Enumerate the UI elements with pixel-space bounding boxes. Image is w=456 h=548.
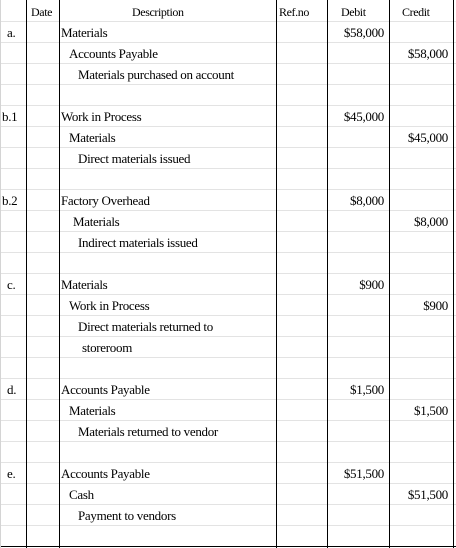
row-line (0, 315, 456, 316)
column-border (59, 0, 60, 548)
debit-account: Factory Overhead (61, 193, 150, 208)
debit-amount: $1,500 (350, 382, 384, 397)
entry-id: d. (7, 382, 17, 397)
row-line (0, 525, 456, 526)
header-description: Description (132, 5, 184, 19)
header-ref: Ref.no (279, 5, 309, 19)
row-line (0, 420, 456, 421)
column-border (276, 0, 277, 548)
entry-memo: Payment to vendors (78, 508, 176, 523)
row-line (0, 105, 456, 106)
row-line (0, 21, 456, 22)
entry-memo: Direct materials returned to (78, 319, 213, 334)
row-line (0, 63, 456, 64)
header-debit: Debit (341, 5, 366, 19)
row-line (0, 357, 456, 358)
row-line (0, 147, 456, 148)
row-line (0, 504, 456, 505)
credit-account: Accounts Payable (69, 46, 158, 61)
row-line (0, 42, 456, 43)
row-line (0, 378, 456, 379)
row-line (0, 231, 456, 232)
row-line (0, 273, 456, 274)
bottom-border (0, 546, 456, 547)
debit-amount: $45,000 (343, 109, 384, 124)
credit-account: Cash (69, 487, 94, 502)
credit-amount: $8,000 (414, 214, 448, 229)
credit-amount: $58,000 (407, 46, 448, 61)
credit-amount: $900 (423, 298, 448, 313)
row-line (0, 189, 456, 190)
credit-account: Materials (69, 130, 116, 145)
row-line (0, 126, 456, 127)
column-border (453, 0, 454, 548)
entry-id: b.2 (2, 193, 18, 208)
row-line (0, 168, 456, 169)
debit-account: Accounts Payable (61, 382, 150, 397)
column-border (0, 0, 1, 548)
row-line (0, 84, 456, 85)
credit-account: Work in Process (69, 298, 150, 313)
row-line (0, 462, 456, 463)
debit-amount: $58,000 (343, 25, 384, 40)
entry-id: b.1 (2, 109, 18, 124)
entry-memo: Direct materials issued (78, 151, 191, 166)
debit-amount: $900 (359, 277, 384, 292)
row-line (0, 294, 456, 295)
credit-amount: $1,500 (414, 403, 448, 418)
credit-amount: $45,000 (407, 130, 448, 145)
debit-account: Work in Process (61, 109, 142, 124)
entry-id: c. (7, 277, 16, 292)
entry-memo: Indirect materials issued (78, 235, 198, 250)
debit-amount: $51,500 (343, 466, 384, 481)
row-line (0, 336, 456, 337)
column-border (26, 0, 27, 548)
row-line (0, 252, 456, 253)
row-line (0, 441, 456, 442)
row-line (0, 483, 456, 484)
entry-id: e. (7, 466, 16, 481)
debit-account: Materials (61, 277, 108, 292)
credit-account: Materials (69, 403, 116, 418)
debit-account: Materials (61, 25, 108, 40)
row-line (0, 210, 456, 211)
entry-memo: Materials returned to vendor (78, 424, 218, 439)
entry-memo-continued: storeroom (82, 340, 133, 355)
column-border (389, 0, 390, 548)
entry-memo: Materials purchased on account (78, 67, 234, 82)
row-line (0, 399, 456, 400)
debit-amount: $8,000 (350, 193, 384, 208)
debit-account: Accounts Payable (61, 466, 150, 481)
entry-id: a. (7, 25, 16, 40)
header-date: Date (31, 5, 53, 19)
credit-amount: $51,500 (407, 487, 448, 502)
header-credit: Credit (402, 5, 430, 19)
credit-account: Materials (73, 214, 120, 229)
